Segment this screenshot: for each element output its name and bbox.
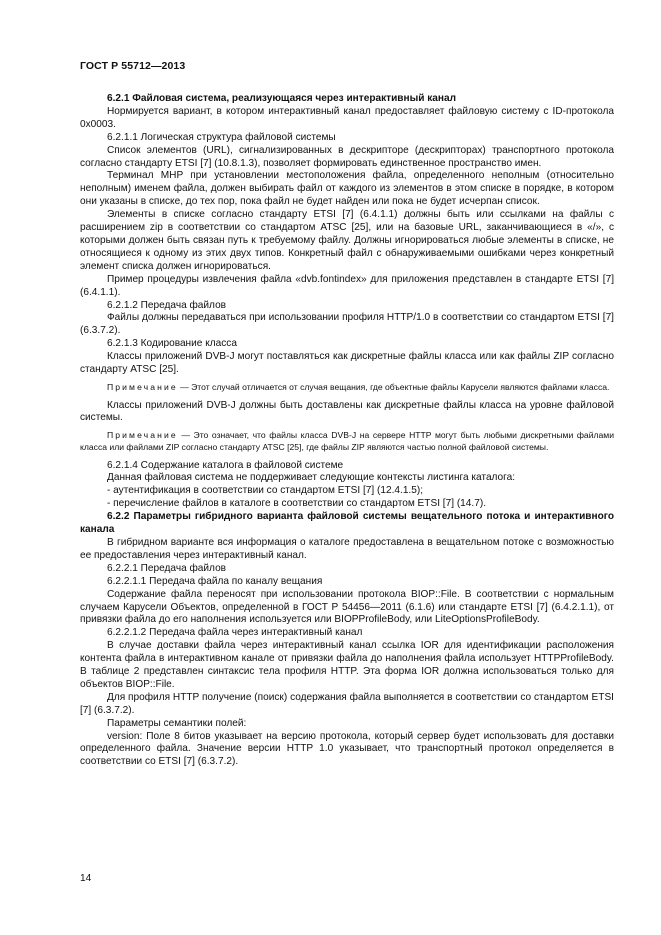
- list-item: - перечисление файлов в каталоге в соответствии со стандартом ETSI [7] (14.7).: [107, 498, 486, 510]
- paragraph: Список элементов (URL), сигнализированных в дескрипторе (дескрипторах) транспортного протокола согласно стандарту ETSI [7] (10.8.1.3), позволяет формировать единственное пространство имен.: [80, 144, 614, 169]
- subsection-heading: 6.2.1.4 Содержание каталога в файловой системе: [107, 459, 344, 471]
- paragraph: Пример процедуры извлечения файла «dvb.fontindex» для приложения представлен в стандарте ETSI [7] (6.4.1.1).: [80, 273, 614, 298]
- paragraph: В случае доставки файла через интерактивный канал ссылка IOR для идентификации расположения контента файла в интерактивном канале от привязки файла до наполнения файла использует HTTPProfileBody. В таблице 2 представлен синтаксис тела профиля HTTP. Эта форма IOR должна использоваться только для объектов BIOP::File.: [80, 640, 614, 690]
- paragraph: Классы приложений DVB-J могут поставляться как дискретные файлы класса или как файлы ZIP согласно стандарту ATSC [25].: [80, 351, 614, 376]
- note-text: — Это означает, что файлы класса DVB-J на сервере HTTP могут быть любыми дискретными файлами класса или файлами ZIP согласно стандарту ATSC [25], где файлы ZIP являются частью полной файловой системы.: [80, 430, 614, 452]
- subsection-heading: 6.2.1.1 Логическая структура файловой системы: [107, 131, 336, 143]
- paragraph: Классы приложений DVB-J должны быть доставлены как дискретные файлы класса на уровне файловой системы.: [80, 399, 614, 424]
- subsection-heading: 6.2.2.1 Передача файлов: [107, 562, 227, 574]
- paragraph: Терминал MHP при установлении местоположения файла, определенного неполным (относительно неполным) именем файла, должен выбирать файл от каждого из элементов в этом списке в порядке, в котором они указаны в списке, до тех пор, пока файл не будет найден или пока не будет исчерпан список.: [80, 170, 614, 208]
- paragraph: Файлы должны передаваться при использовании профиля HTTP/1.0 в соответствии со стандартом ETSI [7] (6.3.7.2).: [80, 312, 614, 337]
- paragraph: Содержание файла переносят при использовании протокола BIOP::File. В соответствии с нормальным случаем Карусели Объектов, определенной в ГОСТ Р 54456—2011 (6.1.6) или стандарте ETSI [7] (6.4.2.1.1), от привязки файла до его наполнения используется или BIOPProfileBody, или LiteOptionsProfileBody.: [80, 588, 614, 626]
- paragraph: Для профиля HTTP получение (поиск) содержания файла выполняется в соответствии со стандартом ETSI [7] (6.3.7.2).: [80, 691, 614, 716]
- paragraph: В гибридном варианте вся информация о каталоге предоставлена в вещательном потоке с возможностью ее предоставления через интерактивный канал.: [80, 536, 614, 561]
- page-number: 14: [80, 873, 92, 884]
- document-header: ГОСТ Р 55712—2013: [80, 60, 186, 72]
- subsection-heading: 6.2.1.2 Передача файлов: [107, 299, 227, 311]
- section-heading-6-2-2: 6.2.2 Параметры гибридного варианта файловой системы вещательного потока и интерактивного канала: [80, 511, 614, 536]
- paragraph: Элементы в списке согласно стандарту ETSI [7] (6.4.1.1) должны быть или ссылками на файлы с расширением zip в соответствии со стандартом ATSC [25], или на базовые URL, заканчивающиеся в «/», с которыми должен быть связан путь к требуемому файлу. Должны игнорироваться любые элементы в списке, не относящиеся к одному из этих двух типов. Конкретный файл с обнаруживаемыми ошибками через конкретный элемент списка должен игнорироваться.: [80, 209, 614, 272]
- paragraph: Параметры семантики полей:: [107, 717, 247, 729]
- paragraph: Нормируется вариант, в котором интерактивный канал предоставляет файловую систему с ID-протокола 0x0003.: [80, 105, 614, 130]
- subsection-heading: 6.2.2.1.2 Передача файла через интерактивный канал: [107, 627, 363, 639]
- note-text: — Этот случай отличается от случая вещания, где объектные файлы Карусели являются файлами класса.: [177, 381, 610, 392]
- list-item: - аутентификация в соответствии со стандартом ETSI [7] (12.4.1.5);: [107, 485, 424, 497]
- section-heading-6-2-1: 6.2.1 Файловая система, реализующаяся через интерактивный канал: [107, 93, 457, 104]
- subsection-heading: 6.2.1.3 Кодирование класса: [107, 338, 237, 350]
- note-block: [80, 382, 614, 394]
- paragraph: Данная файловая система не поддерживает следующие контексты листинга каталога:: [107, 472, 516, 484]
- note-label: Примечание: [107, 381, 178, 392]
- document-body: [80, 93, 614, 769]
- paragraph: version: Поле 8 битов указывает на версию протокола, который сервер будет использовать для доставки определенного файла. Значение версии HTTP 1.0 указывает, что транспортный протокол определяется в соответствии со ETSI [7] (6.3.7.2).: [80, 730, 614, 768]
- subsection-heading: 6.2.2.1.1 Передача файла по каналу вещания: [107, 575, 323, 587]
- note-label: Примечание: [107, 430, 178, 441]
- note-block: [80, 430, 614, 453]
